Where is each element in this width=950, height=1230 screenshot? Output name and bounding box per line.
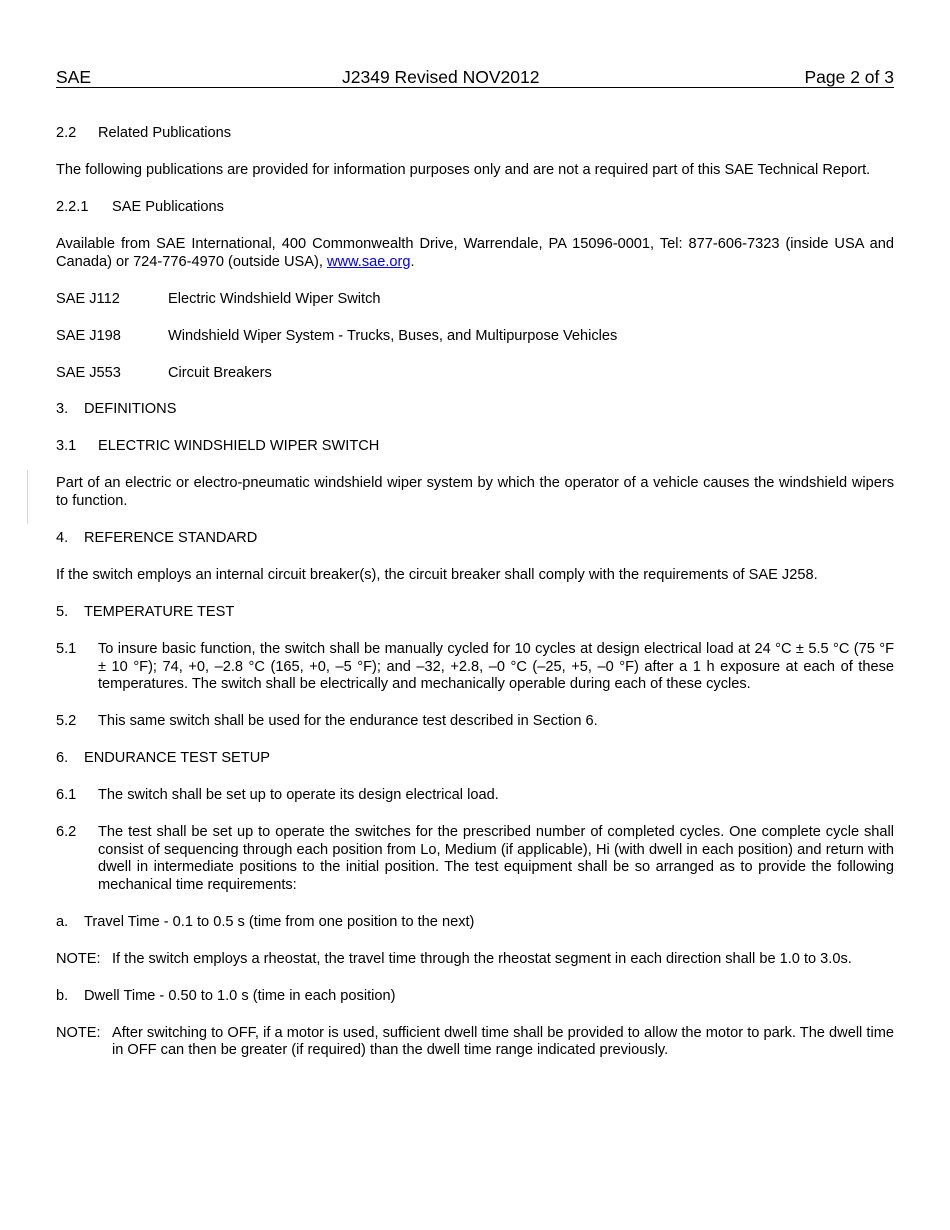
paragraph-related: The following publications are provided for information purposes only and are not a required part of this SAE Technical Report.	[56, 161, 871, 178]
heading-3-1	[56, 438, 894, 456]
header-doc-id: J2349 Revised NOV2012	[342, 67, 540, 87]
note-dwell-time	[56, 1025, 894, 1060]
note-label: NOTE:	[56, 1024, 101, 1041]
clause-5-1	[56, 641, 894, 694]
paragraph-reference: If the switch employs an internal circuit breaker(s), the circuit breaker shall comply with the requirements of SAE J258.	[56, 567, 818, 584]
revision-bar	[27, 470, 28, 524]
item-letter: b.	[56, 987, 69, 1004]
list-item-b	[56, 988, 894, 1006]
publication-item	[56, 291, 894, 309]
section-number: 3.	[56, 401, 69, 418]
section-number: 6.	[56, 750, 69, 767]
heading-2-2-1	[56, 199, 894, 217]
header-org: SAE	[56, 67, 92, 87]
section-title: ENDURANCE TEST SETUP	[84, 750, 270, 767]
publication-title: Circuit Breakers	[168, 364, 272, 381]
publication-code: SAE J553	[56, 364, 121, 381]
heading-5	[56, 604, 894, 622]
available-end: .	[410, 253, 415, 270]
publication-item	[56, 365, 894, 383]
section-title: TEMPERATURE TEST	[84, 604, 235, 620]
item-text: Travel Time - 0.1 to 0.5 s (time from one position to the next)	[84, 913, 475, 930]
document-body	[56, 125, 894, 1079]
publication-title: Windshield Wiper System - Trucks, Buses, and Multipurpose Vehicles	[168, 327, 618, 344]
heading-3	[56, 401, 894, 419]
sae-website-link[interactable]: www.sae.org	[326, 253, 411, 270]
clause-number: 5.1	[56, 640, 77, 657]
clause-6-2	[56, 824, 894, 894]
clause-number: 6.2	[56, 824, 77, 841]
clause-number: 6.1	[56, 787, 77, 804]
section-number: 2.2.1	[56, 198, 89, 215]
section-title: DEFINITIONS	[84, 401, 177, 418]
section-number: 2.2	[56, 125, 77, 141]
page-header	[56, 67, 894, 88]
section-number: 3.1	[56, 438, 77, 455]
note-travel-time	[56, 951, 894, 969]
heading-4	[56, 530, 894, 548]
heading-2-2	[56, 125, 894, 143]
publication-title: Electric Windshield Wiper Switch	[168, 290, 381, 307]
paragraph-available	[56, 236, 894, 271]
section-number: 4.	[56, 530, 69, 547]
clause-text: This same switch shall be used for the endurance test described in Section 6.	[98, 713, 598, 730]
section-title: Related Publications	[98, 125, 232, 141]
section-title: SAE Publications	[112, 198, 224, 215]
available-text: Available from SAE International, 400 Commonwealth Drive, Warrendale, PA 15096-0001, Tel: 877-606-7323 (inside USA and Canada) or 724-776-4970 (outside USA),	[56, 235, 894, 270]
note-text: After switching to OFF, if a motor is used, sufficient dwell time shall be provided to allow the motor to park. The dwell time in OFF can then be greater (if required) than the dwell time range indicated previously.	[112, 1024, 894, 1059]
clause-number: 5.2	[56, 713, 77, 730]
clause-5-2	[56, 713, 894, 731]
clause-text: To insure basic function, the switch shall be manually cycled for 10 cycles at design electrical load at 24 °C ± 5.5 °C (75 °F ± 10 °F); 74, +0, –2.8 °C (165, +0, –5 °F); and –32, +2.8, –0 °C (–25, +5, –0 °F) after a 1 h exposure at each of these temperatures. The switch shall be electrically and mechanically operable during each of these cycles.	[98, 640, 894, 693]
list-item-a	[56, 914, 894, 932]
heading-6	[56, 750, 894, 768]
item-text: Dwell Time - 0.50 to 1.0 s (time in each position)	[84, 987, 396, 1004]
publication-item	[56, 328, 894, 346]
publication-code: SAE J198	[56, 327, 121, 344]
clause-text: The switch shall be set up to operate its design electrical load.	[98, 787, 499, 804]
note-label: NOTE:	[56, 950, 101, 967]
paragraph-definition: Part of an electric or electro-pneumatic windshield wiper system by which the operator of a vehicle causes the windshield wipers to function.	[56, 475, 894, 510]
clause-6-1	[56, 787, 894, 805]
section-number: 5.	[56, 604, 69, 620]
clause-text: The test shall be set up to operate the switches for the prescribed number of completed cycles. One complete cycle shall consist of sequencing through each position from Lo, Medium (if applicable), Hi (with dwell in each position) and return with dwell in intermediate positions to the initial position. The test equipment shall be so arranged as to provide the following mechanical time requirements:	[98, 824, 894, 893]
section-title: ELECTRIC WINDSHIELD WIPER SWITCH	[98, 438, 380, 455]
note-text: If the switch employs a rheostat, the travel time through the rheostat segment in each direction shall be 1.0 to 3.0s.	[112, 950, 852, 967]
header-page-number: Page 2 of 3	[804, 67, 894, 87]
section-title: REFERENCE STANDARD	[84, 530, 258, 547]
publication-code: SAE J112	[56, 290, 120, 307]
item-letter: a.	[56, 913, 69, 930]
